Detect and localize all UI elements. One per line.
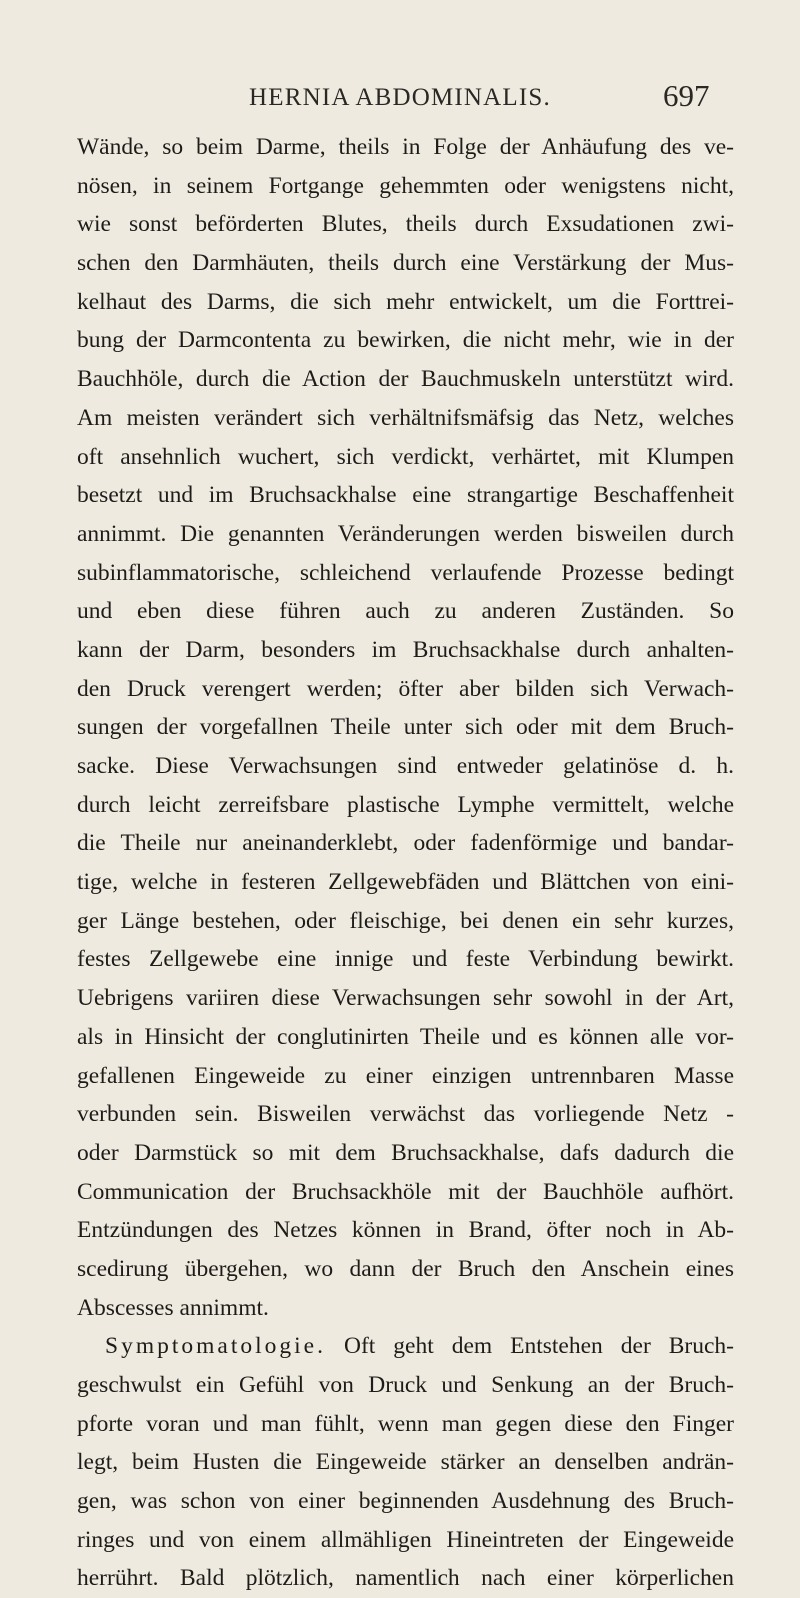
section-first-line-rest: Oft geht dem Entstehen der Bruch- [343, 1333, 735, 1360]
text-line: scedirung übergehen, wo dann der Bruch den Anschein eines [77, 1255, 734, 1282]
text-line: herrührt. Bald plötzlich, namentlich nach einer körperlichen [77, 1565, 734, 1592]
page-number: 697 [663, 78, 710, 113]
text-line: nösen, in seinem Fortgange gehemmten oder wenigstens nicht, [77, 172, 734, 199]
text-line: die Theile nur aneinanderklebt, oder fadenförmige und bandar- [77, 830, 734, 857]
text-line: als in Hinsicht der conglutinirten Theile und es können alle vor- [77, 1023, 734, 1050]
text-line: Entzündungen des Netzes können in Brand, öfter noch in Ab- [77, 1217, 734, 1244]
text-line: bung der Darmcontenta zu bewirken, die nicht mehr, wie in der [77, 327, 734, 354]
text-line: subinflammatorische, schleichend verlaufende Prozesse bedingt [77, 559, 734, 586]
text-line: Communication der Bruchsackhöle mit der Bauchhöle aufhört. [77, 1178, 734, 1205]
text-line: oft ansehnlich wuchert, sich verdickt, verhärtet, mit Klumpen [77, 443, 734, 470]
text-line: sacke. Diese Verwachsungen sind entweder gelatinöse d. h. [77, 753, 734, 779]
text-line: ringes und von einem allmähligen Hineintreten der Eingeweide [77, 1526, 734, 1553]
text-line: wie sonst beförderten Blutes, theils durch Exsudationen zwi- [77, 211, 734, 238]
text-line: Bauchhöle, durch die Action der Bauchmuskeln unterstützt wird. [77, 366, 734, 393]
text-line: festes Zellgewebe eine innige und feste Verbindung bewirkt. [77, 946, 734, 973]
body-text [77, 128, 734, 1598]
text-line: annimmt. Die genannten Veränderungen werden bisweilen durch [77, 520, 734, 547]
text-line: gen, was schon von einer beginnenden Ausdehnung des Bruch- [77, 1488, 734, 1515]
text-line: ger Länge bestehen, oder fleischige, bei denen ein sehr kurzes, [77, 907, 734, 934]
section-first-line [77, 1327, 734, 1366]
text-line: den Druck verengert werden; öfter aber bilden sich Verwach- [77, 675, 734, 702]
text-line: oder Darmstück so mit dem Bruchsackhalse, dafs dadurch die [77, 1139, 734, 1166]
running-title: HERNIA ABDOMINALIS. [249, 84, 551, 111]
text-line: durch leicht zerreifsbare plastische Lymphe vermittelt, welche [77, 791, 734, 818]
text-line: Wände, so beim Darme, theils in Folge der Anhäufung des ve- [77, 134, 734, 160]
text-line: gefallenen Eingeweide zu einer einzigen untrennbaren Masse [77, 1062, 734, 1089]
text-line: geschwulst ein Gefühl von Druck und Senkung an der Bruch- [77, 1372, 734, 1398]
text-line: legt, beim Husten die Eingeweide stärker an denselben andrän- [77, 1449, 734, 1476]
text-line: und eben diese führen auch zu anderen Zuständen. So [77, 598, 734, 625]
text-line: Abscesses annimmt. [77, 1294, 269, 1321]
text-line: kelhaut des Darms, die sich mehr entwickelt, um die Forttrei- [77, 288, 734, 315]
text-line: kann der Darm, besonders im Bruchsackhalse durch anhalten- [77, 636, 734, 663]
text-line: pforte voran und man fühlt, wenn man gegen diese den Finger [77, 1410, 734, 1437]
text-line: sungen der vorgefallnen Theile unter sich oder mit dem Bruch- [77, 714, 734, 741]
text-line: besetzt und im Bruchsackhalse eine strangartige Beschaffenheit [77, 482, 734, 509]
text-line: Am meisten verändert sich verhältnifsmäfsig das Netz, welches [77, 404, 734, 431]
text-line: verbunden sein. Bisweilen verwächst das vorliegende Netz - [77, 1101, 734, 1128]
section-heading: Symptomatologie. [105, 1333, 326, 1360]
text-line: tige, welche in festeren Zellgewebfäden und Blättchen von eini- [77, 869, 734, 896]
page-header [0, 78, 800, 118]
text-line: schen den Darmhäuten, theils durch eine Verstärkung der Mus- [77, 250, 734, 277]
text-line: Uebrigens variiren diese Verwachsungen sehr sowohl in der Art, [77, 985, 734, 1012]
